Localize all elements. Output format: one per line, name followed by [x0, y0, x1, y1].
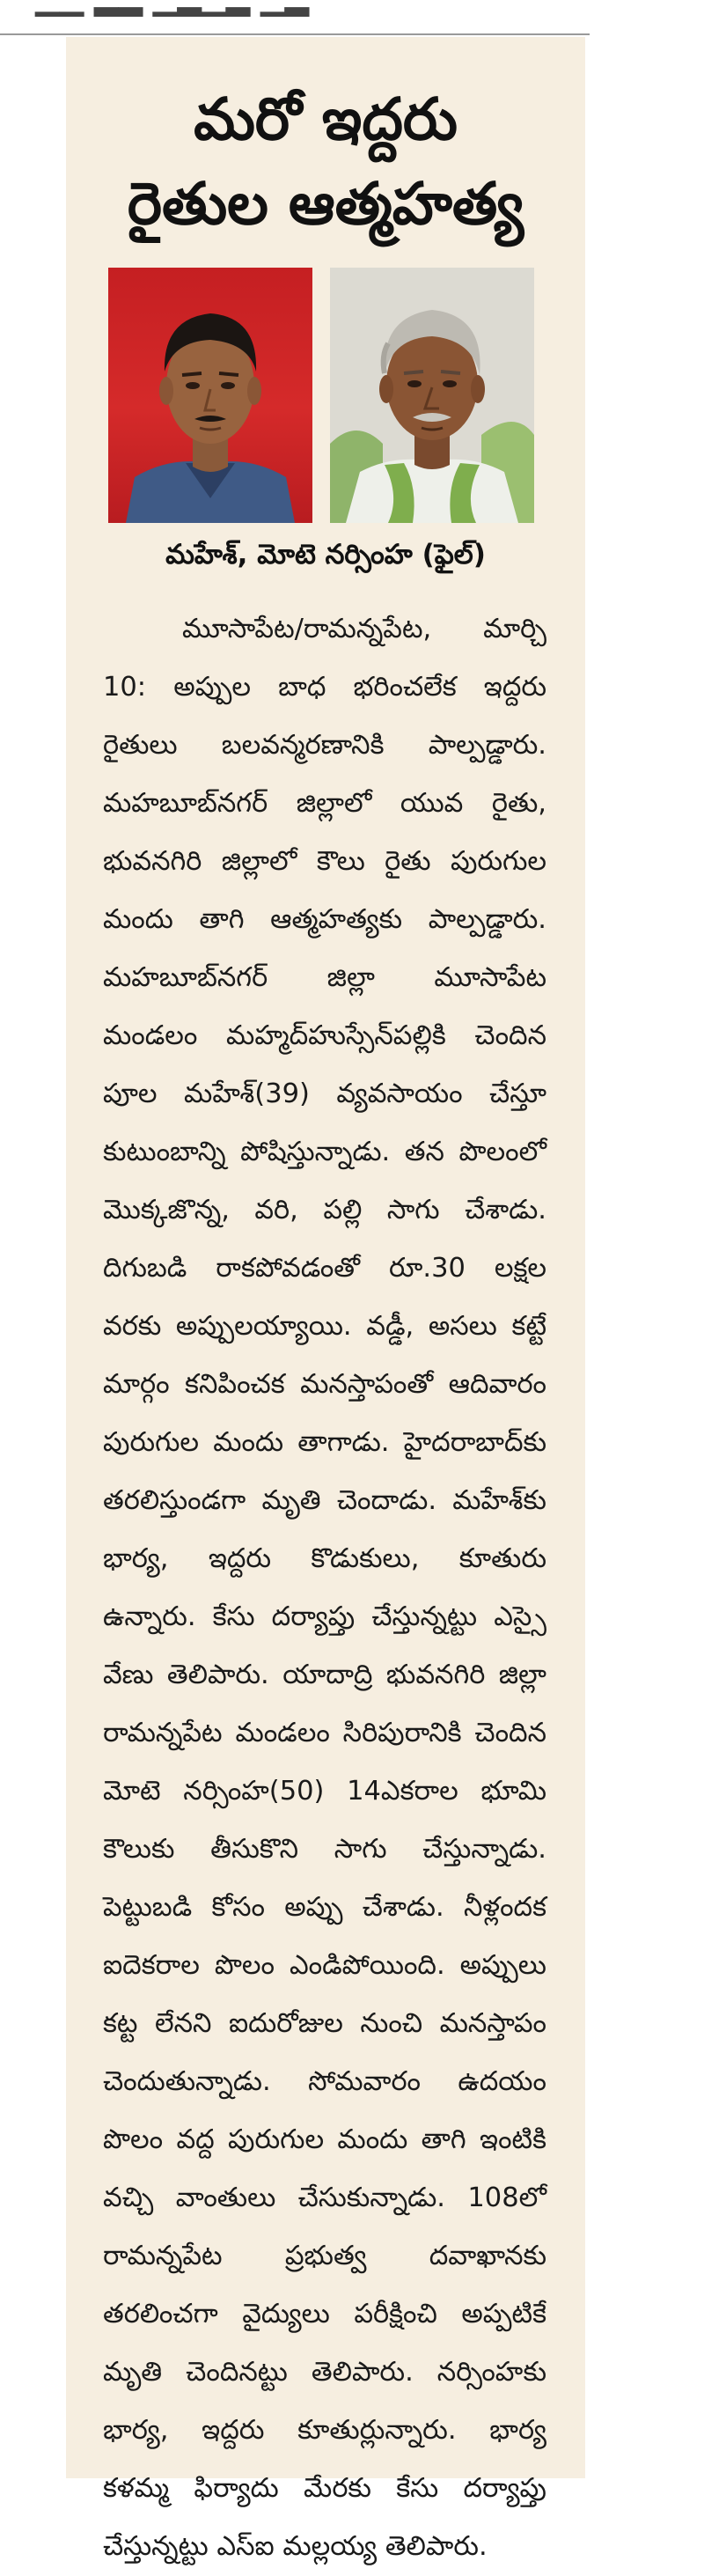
top-divider [0, 33, 590, 35]
headline-line-2: రైతుల ఆత్మహత్య [127, 170, 524, 238]
photo-motte-narsimha [330, 268, 534, 523]
photo-caption: మహేశ్, మోటె నర్సింహ (ఫైల్) [165, 539, 486, 570]
headline-line-1: మరో ఇద్దరు [194, 85, 458, 153]
portrait-young-man-image [108, 268, 312, 523]
cutoff-text-fragment [35, 0, 309, 17]
previous-article-cutoff [0, 0, 704, 35]
portrait-elderly-man-image [330, 268, 534, 523]
news-article [66, 37, 585, 2562]
photo-mahesh [108, 268, 312, 523]
article-body: మూసాపేట/రామన్నపేట, మార్చి 10: అప్పుల బాధ భరించలేక ఇద్దరు రైతులు బలవన్మరణానికి పాల్పడ్డారు. మహబూబ్‌నగర్ జిల్లాలో యువ రైతు, భువనగిరి జిల్లాలో కౌలు రైతు పురుగుల మందు తాగి ఆత్మహత్యకు పాల్పడ్డారు. మహబూబ్‌నగర్ జిల్లా మూసాపేట మండలం మహ్మద్‌హుస్సేన్‌పల్లికి చెందిన పూల మహేశ్(39) వ్యవసాయం చేస్తూ కుటుంబాన్ని పోషిస్తున్నాడు. తన పొలంలో మొక్కజొన్న, వరి, పల్లి సాగు చేశాడు. దిగుబడి రాకపోవడంతో రూ.30 లక్షల వరకు అప్పులయ్యాయి. వడ్డీ, అసలు కట్టే మార్గం కనిపించక మనస్తాపంతో ఆదివారం పురుగుల మందు తాగాడు. హైదరాబాద్‌కు తరలిస్తుండగా మృతి చెందాడు. మహేశ్‌కు భార్య, ఇద్దరు కొడుకులు, కూతురు ఉన్నారు. కేసు దర్యాప్తు చేస్తున్నట్టు ఎస్సై వేణు తెలిపారు. యాదాద్రి భువనగిరి జిల్లా రామన్నపేట మండలం సిరిపురానికి చెందిన మోటె నర్సింహ(50) 14ఎకరాల భూమి కౌలుకు తీసుకొని సాగు చేస్తున్నాడు. పెట్టుబడి కోసం అప్పు చేశాడు. నీళ్లందక ఐదెకరాల పొలం ఎండిపోయింది. అప్పులు కట్ట లేనని ఐదురోజుల నుంచి మనస్తాపం చెందుతున్నాడు. సోమవారం ఉదయం పొలం వద్ద పురుగుల మందు తాగి ఇంటికి వచ్చి వాంతులు చేసుకున్నాడు. 108లో రామన్నపేట ప్రభుత్వ దవాఖానకు తరలించగా వైద్యులు పరీక్షించి అప్పటికే మృతి చెందినట్టు తెలిపారు. నర్సింహకు భార్య, ఇద్దరు కూతుర్లున్నారు. భార్య కళమ్మ ఫిర్యాదు మేరకు కేసు దర్యాప్తు చేస్తున్నట్టు ఎస్‌ఐ మల్లయ్య తెలిపారు. [103, 614, 546, 2562]
